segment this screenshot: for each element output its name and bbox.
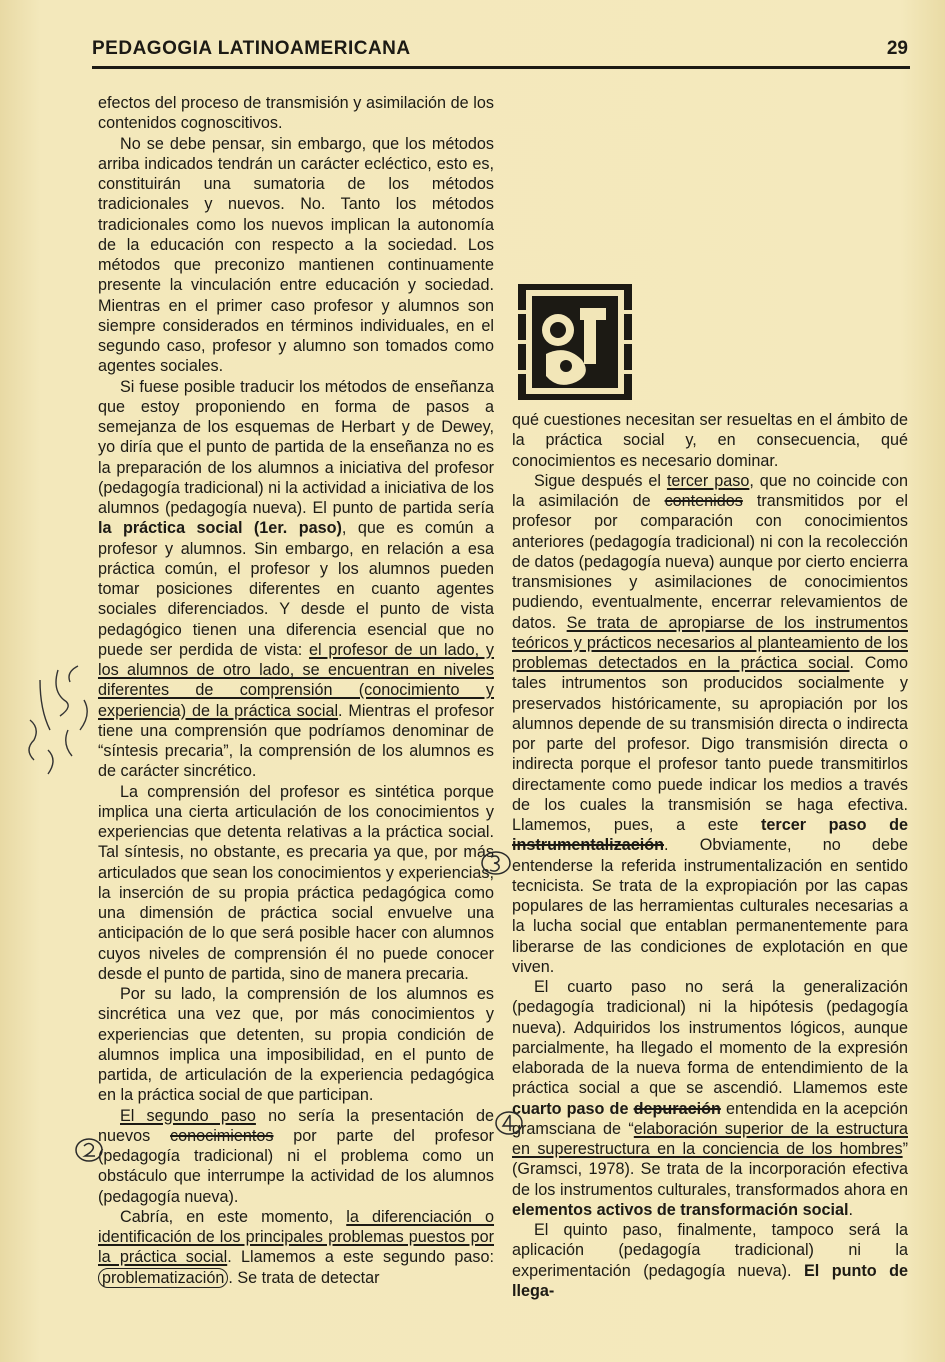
body-text: Cabría, en este momento, bbox=[120, 1207, 347, 1226]
running-title: PEDAGOGIA LATINOAMERICANA bbox=[92, 38, 411, 59]
body-text: El cuarto paso no será la generalización (pedagogía tradicional) ni la hipótesis (pedagogía nueva). Adquiridos los instrumentos lógicos, aunque parcialmente, ha llegado el momento de la expresión elaborada de la nueva forma de entendimiento de la práctica social a que se ascendió. Llamemos este bbox=[512, 978, 908, 1098]
body-text: . Llamemos a este segundo paso: bbox=[227, 1248, 494, 1267]
marked-text: el profesor de un lado, y los alumnos de otro lado, se encuentran en niveles diferentes de comprensión (conocimiento y experiencia) de la práctica social bbox=[98, 640, 494, 720]
paragraph bbox=[98, 93, 494, 134]
marked-text: cuarto paso de bbox=[512, 1099, 634, 1118]
body-text: Por su lado, la comprensión de los alumnos es sincrética una vez que, por más conocimientos y experiencias que detenten, su propia condición de alumnos implica una imposibilidad, en el punto de partida, de articulación de la experiencia pedagógica en la práctica social de que participan. bbox=[98, 985, 494, 1105]
paragraph bbox=[98, 984, 494, 1106]
page-header bbox=[92, 36, 910, 69]
body-text: efectos del proceso de transmisión y asimilación de los contenidos cognoscitivos. bbox=[98, 94, 494, 133]
marked-text: elaboración superior de la estructura en superestructura en la conciencia de los hombres bbox=[512, 1119, 908, 1158]
paragraph bbox=[98, 377, 494, 782]
marked-text: elementos activos de transformación social bbox=[512, 1200, 849, 1219]
paragraph bbox=[98, 134, 494, 377]
paragraph bbox=[512, 471, 908, 977]
paragraph bbox=[98, 782, 494, 985]
marked-text: depuración bbox=[633, 1099, 721, 1118]
marked-text: Se trata de apropiarse de los instrumentos teóricos y prácticos necesarios al planteamiento de los problemas detectados en la práctica social bbox=[512, 613, 908, 672]
paragraph bbox=[512, 977, 908, 1220]
body-text: La comprensión del profesor es sintética porque implica una cierta articulación de los conocimientos y experiencias que detenta relativas a la práctica social. Tal síntesis, no obstante, es precaria ya que, por más articulados que sean los conocimientos y experiencias, la inserción de su propia práctica pedagógica como una dimensión de práctica social envuelve una anticipación de lo que será posible hacer con alumnos cuyos niveles de comprensión él no puede conocer desde el punto de partida, sino de manera precaria. bbox=[98, 782, 494, 983]
marked-text: El segundo paso bbox=[120, 1106, 256, 1125]
marked-text: conocimientos bbox=[170, 1126, 274, 1145]
handwritten-number-4-icon bbox=[494, 1110, 524, 1136]
left-column bbox=[98, 93, 494, 1288]
publisher-logo-icon bbox=[516, 282, 634, 402]
marked-text: problematización bbox=[98, 1268, 228, 1288]
marked-text: El punto de llega- bbox=[512, 1261, 909, 1300]
body-text: . Mientras el profesor tiene una comprensión que podríamos denominar de “síntesis precaria”, la comprensión de los alumnos es de carácter sincrético. bbox=[98, 701, 494, 781]
body-text: no sería la presentación de nuevos bbox=[98, 1106, 494, 1145]
body-text: , que es común a profesor y alumnos. Sin embargo, en relación a esa práctica común, el profesor y los alumnos pueden tomar posiciones diferentes en cuanto agentes sociales diferenciados. Y desde el punto de vista pedagógico tienen una diferencia esencial que no puede ser perdida de vista: bbox=[98, 519, 494, 659]
body-text: entendida en la acepción gramsciana de “ bbox=[512, 1099, 908, 1138]
paragraph bbox=[512, 1220, 908, 1301]
body-text: No se debe pensar, sin embargo, que los métodos arriba indicados tendrán un carácter ecléctico, esto es, constituirán una sumatoria de los métodos tradicionales y nuevos. No. Tanto los métodos tradicionales como los nuevos implican la autonomía de la educación con respecto a la sociedad. Los métodos que preconizo mantienen continuamente presente la vinculación entre educación y sociedad. Mientras en el primer caso profesor y alumnos son siempre considerados en términos individuales, en el segundo caso, profesor y alumno son tomados como agentes sociales. bbox=[98, 134, 494, 376]
body-text: qué cuestiones necesitan ser resueltas en el ámbito de la práctica social y, en consecuencia, qué conocimientos es necesario dominar. bbox=[512, 411, 908, 470]
body-text: Si fuese posible traducir los métodos de enseñanza que estoy proponiendo en forma de pasos a semejanza de los esquemas de Herbart y de Dewey, yo diría que el punto de partida de la enseñanza no es la preparación de los alumnos a iniciativa del profesor (pedagogía tradicional) ni la actividad a iniciativa de los alumnos (pedagogía nueva). El punto de partida sería bbox=[98, 377, 494, 517]
handwritten-number-3-icon bbox=[480, 850, 512, 876]
paragraph bbox=[98, 1106, 494, 1207]
marked-text: instrumentalización bbox=[512, 836, 665, 855]
body-text: ” (Gramsci, 1978). Se trata de la incorporación efectiva de los instrumentos culturales, transformados ahora en bbox=[512, 1140, 908, 1199]
body-text: por parte del profesor (pedagogía tradicional) ni el problema como un obstáculo que interrumpe la actividad de los alumnos (pedagogía nueva). bbox=[98, 1126, 494, 1206]
body-text: , que no coincide con la asimilación de bbox=[512, 471, 908, 510]
handwritten-number-2-icon bbox=[74, 1137, 104, 1163]
marked-text: la diferenciación o identificación de los principales problemas puestos por la práctica social bbox=[98, 1207, 495, 1267]
body-text: . Como tales intrumentos son producidos socialmente y preservados históricamente, su apropiación por los alumnos depende de su transmisión directa o indirecta por parte del profesor. Digo transmisión directa o indirecta porque el profesor tanto puede transmitirlos directamente como puede indicar los medios a través de los cuales la transmisión se haga efectiva. Llamemos, pues, a este bbox=[512, 654, 908, 834]
body-text: . Se trata de detectar bbox=[228, 1268, 380, 1287]
body-text: . bbox=[848, 1200, 853, 1219]
right-column bbox=[512, 410, 908, 1301]
body-text: transmitidos por el profesor por comparación con conocimientos anteriores (pedagogía tradicional) ni con la recolección de datos (pedagogía nueva) aunque por cierto encierra transmisiones y asimilaciones de conocimientos pudiendo, eventualmente, encerrar relevamientos de datos. bbox=[512, 492, 909, 632]
handwritten-marginalia bbox=[18, 660, 98, 800]
body-text: . Obviamente, no debe entenderse la referida instrumentalización en sentido tecnicista. Se trata de la expropiación por las capas populares de las herramientas culturales necesarias a la lucha social que entablan permanentemente para liberarse de las condiciones de explotación en que viven. bbox=[512, 836, 908, 976]
marked-text: contenidos bbox=[664, 492, 743, 510]
marked-text: tercer paso bbox=[666, 471, 750, 490]
body-text: Sigue después el bbox=[534, 471, 667, 490]
marked-text: tercer paso de bbox=[761, 816, 909, 834]
marked-text: la práctica social (1er. paso) bbox=[98, 519, 342, 538]
paragraph bbox=[98, 1207, 494, 1288]
page-number: 29 bbox=[886, 38, 908, 59]
paragraph bbox=[512, 410, 908, 471]
body-text: El quinto paso, finalmente, tampoco será la aplicación (pedagogía tradicional) ni la experimentación (pedagogía nueva). bbox=[512, 1221, 908, 1280]
